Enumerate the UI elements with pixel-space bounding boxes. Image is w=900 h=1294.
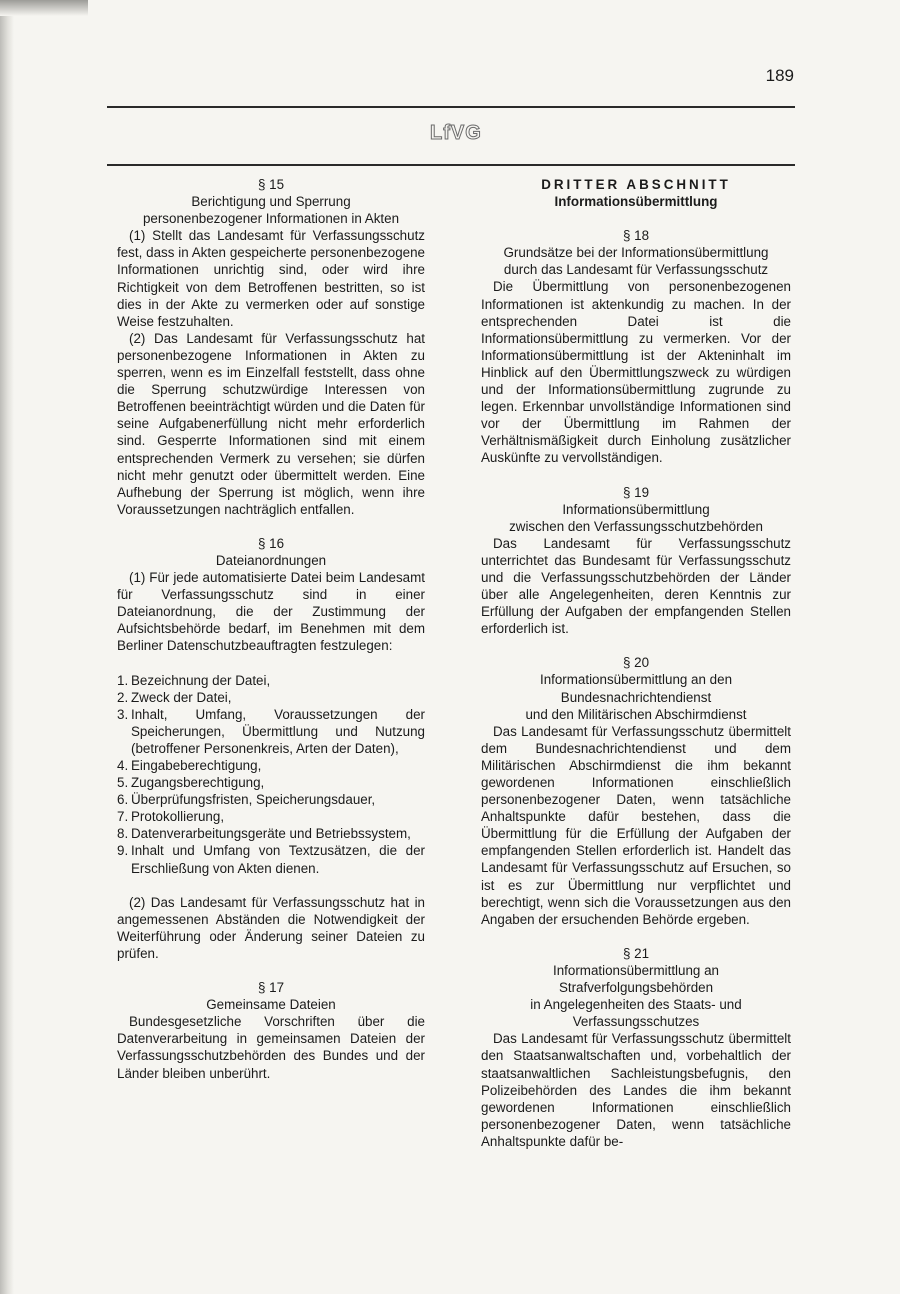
paragraph-15-2: (2) Das Landesamt für Verfassungsschutz hat personenbezogene Informationen in Akten zu sperren, wenn es im Einzelfall feststellt, dass ohne die Sperrung schutzwürdige Interessen von Betroffenen beeinträchtigt würden und die Daten für seine Aufgabenerfüllung nicht mehr erforderlich sind. Gesperrte Informationen sind mit einem entsprechenden Vermerk zu versehen; sie dürfen nicht mehr genutzt oder übermittelt werden. Eine Aufhebung der Sperrung ist möglich, wenn ihre Voraussetzungen nachträglich entfallen. xyxy=(117,330,425,517)
section-number-15: § 15 xyxy=(257,177,285,192)
header-rule xyxy=(107,106,795,108)
section-number-18: § 18 xyxy=(622,228,650,244)
section-number-17: § 17 xyxy=(257,980,285,996)
paragraph-16-1: (1) Für jede automatisierte Datei beim Landesamt für Verfassungsschutz sind in einer Dateianordnung, die der Zustimmung der Aufsichtsbehörde bedarf, im Benehmen mit dem Berliner Datenschutzbeauftragten festzulegen: xyxy=(117,570,425,654)
header-rule-bottom xyxy=(107,164,795,166)
section-number-19: § 19 xyxy=(622,484,650,500)
paragraph-19-1: Das Landesamt für Verfassungsschutz unterrichtet das Bundesamt für Verfassungsschutz und die Verfassungsschutzbehörden der Länder über alle Angelegenheiten, deren Kenntnis zur Erfüllung der Aufgaben der empfangenden Stellen erforderlich ist. xyxy=(481,535,791,637)
part-title: Informationsübermittlung xyxy=(554,194,718,210)
section-title-15-line2: personenbezogener Informationen in Akten xyxy=(142,211,400,227)
section-title-21-line1: Informationsübermittlung an xyxy=(553,962,719,978)
list-item: 7. Protokollierung, xyxy=(117,809,225,825)
section-title-20-line1: Informationsübermittlung an den xyxy=(539,672,733,688)
right-column xyxy=(481,176,791,1150)
list-item: 5. Zugangsberechtigung, xyxy=(117,775,265,791)
list-item: 8. Datenverarbeitungsgeräte und Betriebssystem, xyxy=(117,826,411,842)
scan-edge-shadow xyxy=(0,0,14,1294)
list-item: 1. Bezeichnung der Datei, xyxy=(117,672,271,688)
lfvg-logo: LfVG xyxy=(430,122,482,144)
section-title-18-line2: durch das Landesamt für Verfassungsschutz xyxy=(503,262,769,278)
section-title-21-line2: Strafverfolgungsbehörden xyxy=(558,980,714,996)
paragraph-18-1: Die Übermittlung von personenbezogenen Informationen ist aktenkundig zu machen. In der entsprechenden Datei ist die Informationsübermittlung zu vermerken. Vor der Informationsübermittlung ist der Akteninhalt im Hinblick auf den Übermittlungszweck zu würdigen und der Informationsübermittlung zugrunde zu legen. Erkennbar unvollständige Informationen sind vor der Übermittlung im Rahmen der Verhältnismäßigkeit durch Einholung zusätzlicher Auskünfte zu vervollständigen. xyxy=(481,279,791,466)
section-title-17: Gemeinsame Dateien xyxy=(206,997,336,1013)
left-column xyxy=(117,176,425,1082)
section-title-19-line1: Informationsübermittlung xyxy=(562,501,710,517)
section-title-20-line2: Bundesnachrichtendienst xyxy=(560,689,712,705)
paragraph-15-1: (1) Stellt das Landesamt für Verfassungsschutz fest, dass in Akten gespeicherte personenbezogene Informationen unrichtig sind, oder wird ihre Richtigkeit von dem Betroffenen bestritten, so ist dies in der Akte zu vermerken oder auf sonstige Weise festzuhalten. xyxy=(117,228,425,329)
list-item: 6. Überprüfungsfristen, Speicherungsdauer, xyxy=(117,792,376,808)
paragraph-20-1: Das Landesamt für Verfassungsschutz übermittelt dem Bundesnachrichtendienst und dem Militärischen Abschirmdienst die ihm bekannt gewordenen Informationen einschließlich personenbezogener Daten, wenn tatsächliche Anhaltspunkte dafür bestehen, dass die Übermittlung für die Erfüllung der Aufgaben der empfangenden Stellen erforderlich ist. Handelt das Landesamt für Verfassungsschutz auf Ersuchen, so ist es zur Übermittlung nur verpflichtet und berechtigt, wenn sich die Voraussetzungen aus den Angaben der ersuchenden Behörde ergeben. xyxy=(481,723,791,927)
dateianordnung-list xyxy=(117,672,425,877)
section-title-15-line1: Berichtigung und Sperrung xyxy=(191,194,351,210)
paragraph-17-1: Bundesgesetzliche Vorschriften über die Datenverarbeitung in gemeinsamen Dateien der Verfassungsschutzbehörden des Bundes und der Länder bleiben unberührt. xyxy=(117,1014,425,1081)
section-number-16: § 16 xyxy=(257,535,285,551)
list-item: 9. Inhalt und Umfang von Textzusätzen, die der Erschließung von Akten dienen. xyxy=(117,843,425,876)
section-title-20-line3: und den Militärischen Abschirmdienst xyxy=(525,706,747,722)
paragraph-21-1: Das Landesamt für Verfassungsschutz übermittelt den Staatsanwaltschaften und, vorbehaltlich der staatsanwaltlichen Sachleistungsbefugnis, den Polizeibehörden des Landes die ihm bekannt gewordenen Informationen einschließlich personenbezogener Daten, wenn tatsächliche Anhaltspunkte dafür be- xyxy=(481,1031,791,1149)
section-number-21: § 21 xyxy=(622,945,650,961)
scan-corner-shadow xyxy=(0,0,88,16)
section-number-20: § 20 xyxy=(622,655,650,671)
section-title-18-line1: Grundsätze bei der Informationsübermittlung xyxy=(503,245,769,261)
list-item: 3. Inhalt, Umfang, Voraussetzungen der Speicherungen, Übermittlung und Nutzung (betroffener Personenkreis, Arten der Daten), xyxy=(117,706,425,756)
list-item: 2. Zweck der Datei, xyxy=(117,689,232,705)
section-title-19-line2: zwischen den Verfassungsschutzbehörden xyxy=(509,518,763,534)
part-label: DRITTER ABSCHNITT xyxy=(541,177,731,192)
paragraph-16-2: (2) Das Landesamt für Verfassungsschutz hat in angemessenen Abständen die Notwendigkeit der Weiterführung oder Änderung seiner Dateien zu prüfen. xyxy=(117,894,425,961)
section-title-21-line3: in Angelegenheiten des Staats- und xyxy=(530,997,742,1013)
section-title-16: Dateianordnungen xyxy=(215,552,327,568)
page-number: 189 xyxy=(765,66,794,85)
section-title-21-line4: Verfassungsschutzes xyxy=(572,1014,700,1030)
list-item: 4. Eingabeberechtigung, xyxy=(117,758,262,773)
